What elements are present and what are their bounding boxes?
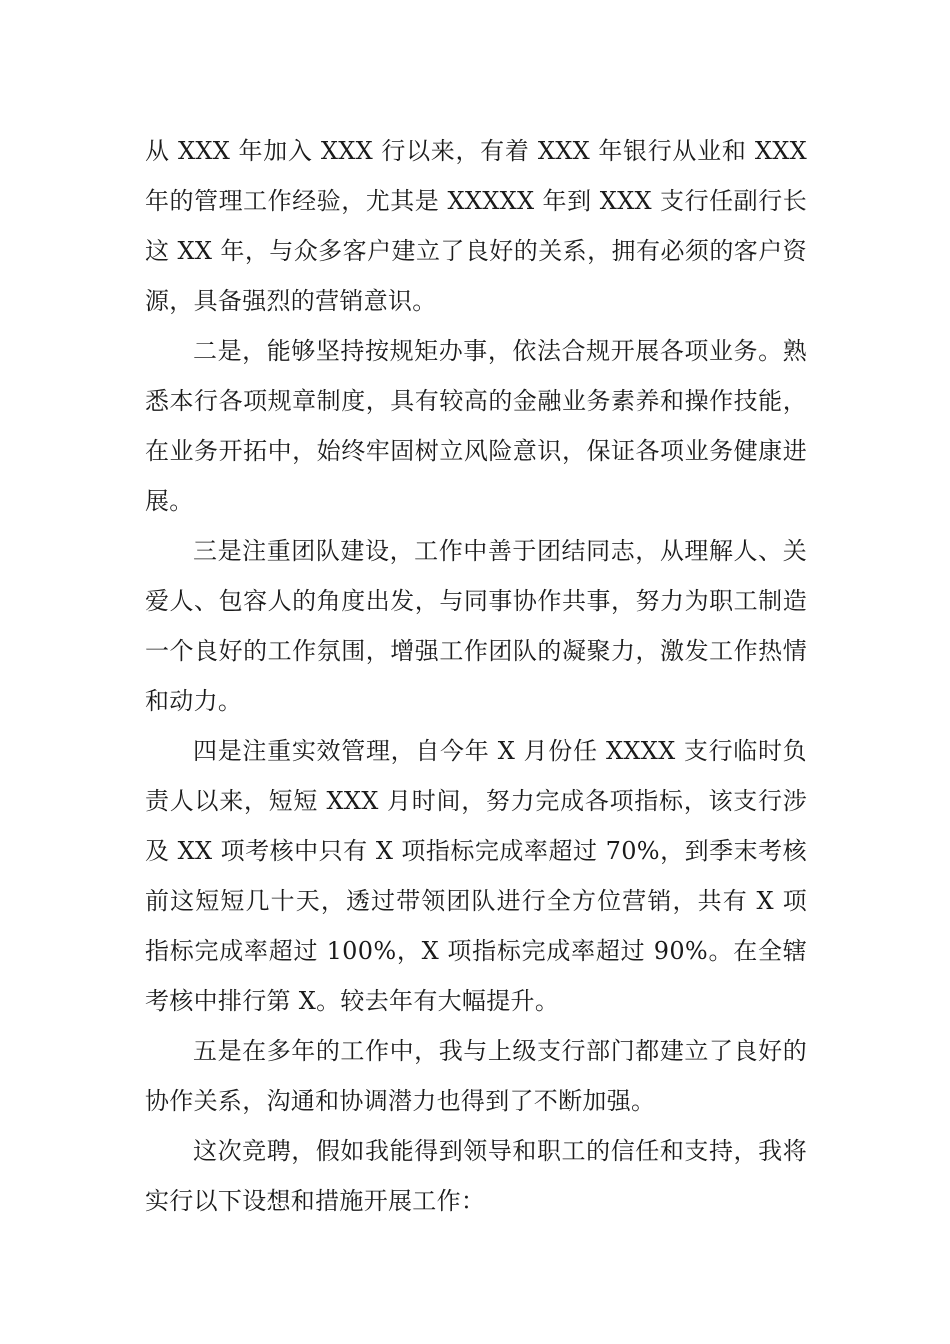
paragraph-2: 二是，能够坚持按规矩办事，依法合规开展各项业务。熟悉本行各项规章制度，具有较高的金融业务素养和操作技能，在业务开拓中，始终牢固树立风险意识，保证各项业务健康进展。	[145, 337, 807, 515]
paragraph-6: 这次竞聘，假如我能得到领导和职工的信任和支持，我将实行以下设想和措施开展工作：	[145, 1137, 807, 1215]
paragraph-5: 五是在多年的工作中，我与上级支行部门都建立了良好的协作关系，沟通和协调潜力也得到了不断加强。	[145, 1037, 807, 1115]
paragraph-3: 三是注重团队建设，工作中善于团结同志，从理解人、关爱人、包容人的角度出发，与同事协作共事，努力为职工制造一个良好的工作氛围，增强工作团队的凝聚力，激发工作热情和动力。	[145, 537, 807, 715]
paragraph-1: 从 XXX 年加入 XXX 行以来，有着 XXX 年银行从业和 XXX 年的管理工作经验，尤其是 XXXXX 年到 XXX 支行任副行长这 XX 年，与众多客户建立了良好的关系，拥有必须的客户资源，具备强烈的营销意识。	[145, 137, 807, 315]
document-body	[145, 126, 807, 1226]
paragraph-4: 四是注重实效管理，自今年 X 月份任 XXXX 支行临时负责人以来，短短 XXX 月时间，努力完成各项指标，该支行涉及 XX 项考核中只有 X 项指标完成率超过 70%，到季末考核前这短短几十天，透过带领团队进行全方位营销，共有 X 项指标完成率超过 100%，X 项指标完成率超过 90%。在全辖考核中排行第 X。较去年有大幅提升。	[145, 737, 807, 1015]
